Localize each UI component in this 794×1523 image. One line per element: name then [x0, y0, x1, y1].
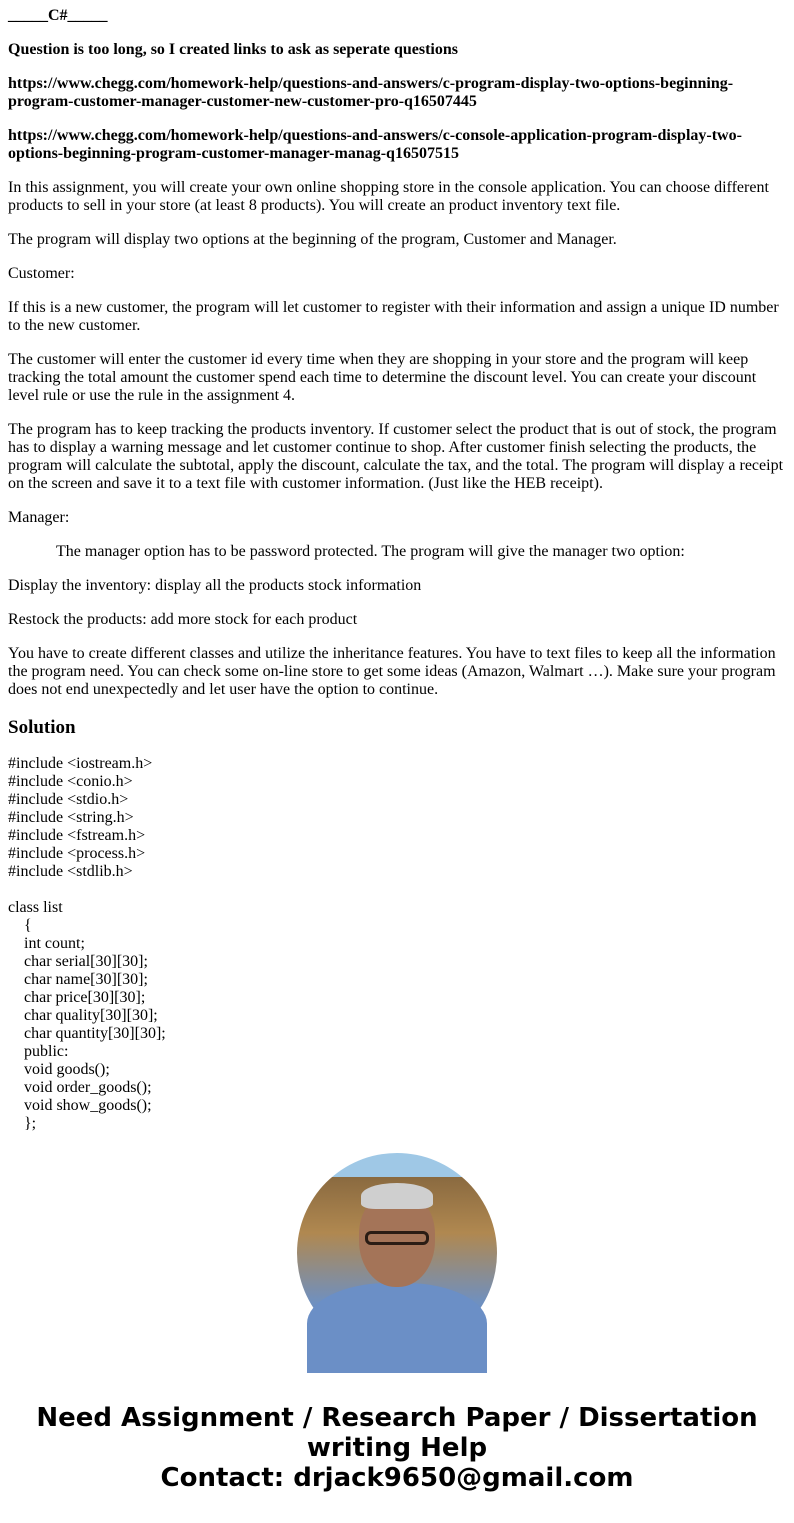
paragraph: If this is a new customer, the program will let customer to register with their information and assign a unique ID number to the new customer. — [8, 299, 779, 334]
promo-contact: Contact: drjack9650@gmail.com — [160, 1463, 634, 1493]
photo-glasses — [365, 1231, 429, 1245]
photo-shirt — [307, 1283, 487, 1373]
paragraph: The customer will enter the customer id every time when they are shopping in your store and the program will keep tracking the total amount the customer spend each time to determine the discount level. You can create your discount level rule or use the rule in the assignment 4. — [8, 351, 757, 404]
promo-line-1: Need Assignment / Research Paper / Dissertation writing Help — [36, 1403, 758, 1463]
intro-text: Question is too long, so I created links to ask as seperate questions — [8, 41, 458, 58]
paragraph: The program will display two options at the beginning of the program, Customer and Manager. — [8, 231, 617, 248]
paragraph: The manager option has to be password protected. The program will give the manager two option: — [56, 543, 685, 560]
solution-heading: Solution — [8, 717, 76, 738]
promo-footer — [0, 1403, 794, 1493]
paragraph: Restock the products: add more stock for each product — [8, 611, 358, 628]
manager-label: Manager: — [8, 509, 70, 526]
photo-hair — [361, 1183, 433, 1209]
doc-title: _____C#_____ — [8, 7, 108, 24]
document-body — [8, 7, 786, 1132]
paragraph: The program has to keep tracking the products inventory. If customer select the product that is out of stock, the program has to display a warning message and let customer continue to shop. After customer finish selecting the products, the program will calculate the subtotal, apply the discount, calculate the tax, and the total. The program will display a receipt on the screen and save it to a text file with customer information. (Just like the HEB receipt). — [8, 421, 784, 492]
question-link-2[interactable]: https://www.chegg.com/homework-help/questions-and-answers/c-console-application-program-display-two-options-beginning-program-customer-manager-manag-q16507515 — [8, 127, 742, 162]
paragraph: You have to create different classes and utilize the inheritance features. You have to text files to keep all the information the program need. You can check some on-line store to get some ideas (Amazon, Walmart …). Make sure your program does not end unexpectedly and let user have the option to continue. — [8, 645, 776, 698]
customer-label: Customer: — [8, 265, 75, 282]
author-photo — [297, 1153, 497, 1353]
solution-code: #include <iostream.h> #include <conio.h> #include <stdio.h> #include <string.h> #include <fstream.h> #include <process.h> #include <stdlib.h> class list { int count; char serial[30][30]; char name[30][30]; char price[30][30]; char quality[30][30]; char quantity[30][30]; public: void goods(); void order_goods(); void show_goods(); }; — [8, 755, 166, 1132]
paragraph: Display the inventory: display all the products stock information — [8, 577, 422, 594]
paragraph: In this assignment, you will create your own online shopping store in the console application. You can choose different products to sell in your store (at least 8 products). You will create an product inventory text file. — [8, 179, 769, 214]
question-link-1[interactable]: https://www.chegg.com/homework-help/questions-and-answers/c-program-display-two-options-beginning-program-customer-manager-customer-new-customer-pro-q16507445 — [8, 75, 734, 110]
